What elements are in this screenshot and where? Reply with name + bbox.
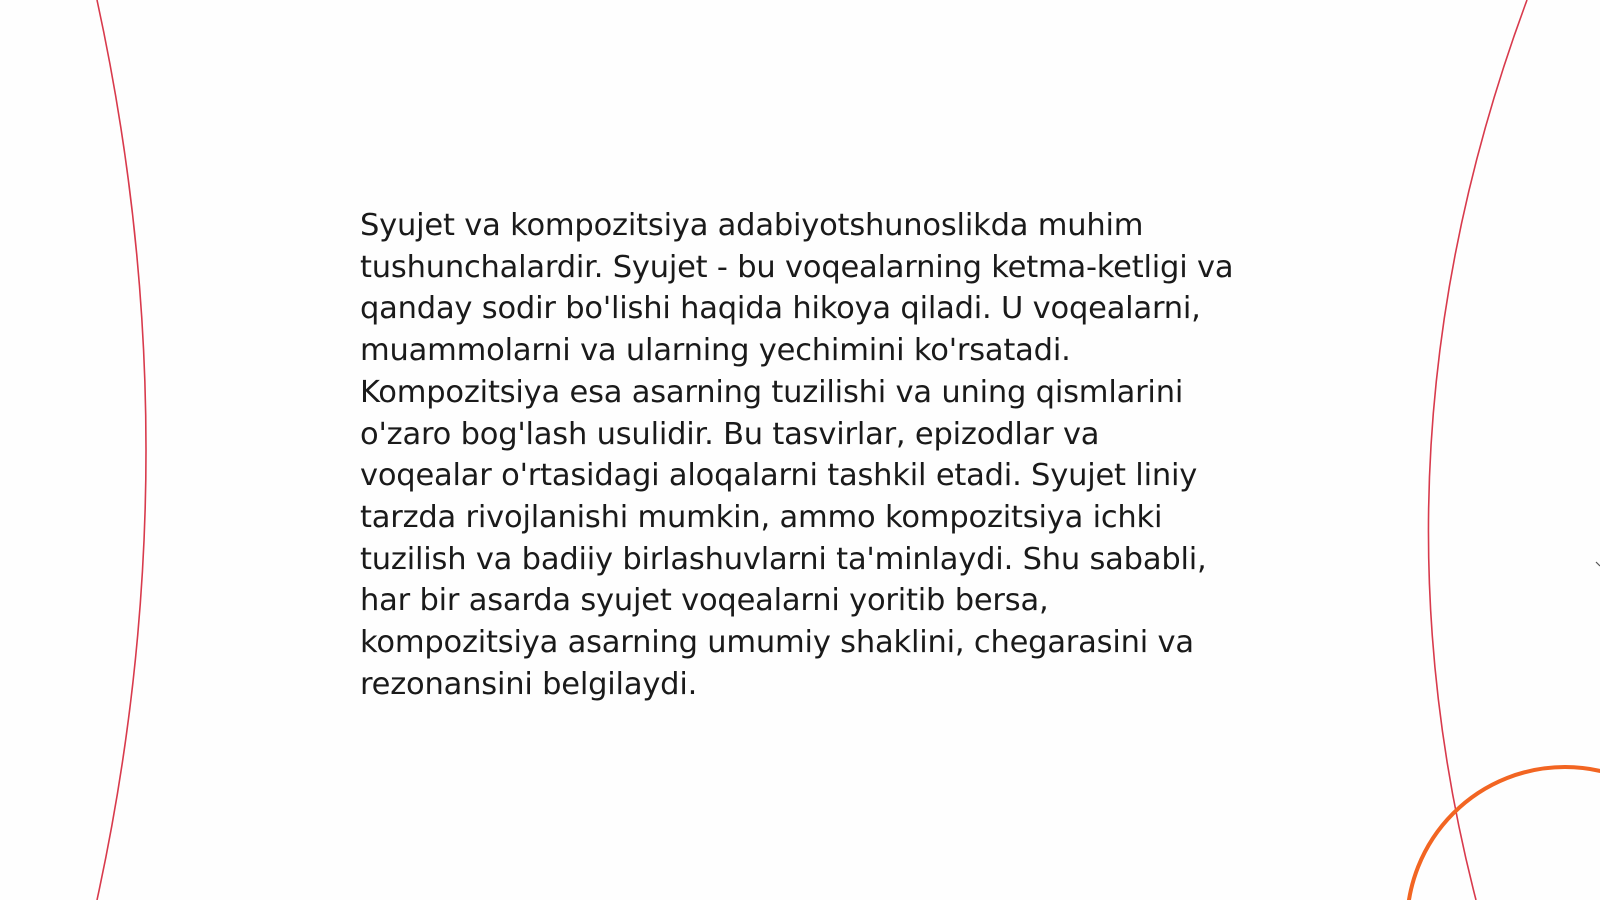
- left-curve-line: [97, 0, 146, 900]
- right-curve-line: [1428, 0, 1527, 900]
- small-right-tick: [1596, 562, 1600, 566]
- corner-arc-shape: [1407, 767, 1600, 900]
- body-paragraph: Syujet va kompozitsiya adabiyotshunoslikda muhim tushunchalardir. Syujet - bu voqealarning ketma-ketligi va qanday sodir bo'lishi haqida hikoya qiladi. U voqealarni, muammolarni va ularning yechimini ko'rsatadi. Kompozitsiya esa asarning tuzilishi va uning qismlarini o'zaro bog'lash usulidir. Bu tasvirlar, epizodlar va voqealar o'rtasidagi aloqalarni tashkil etadi. Syujet liniy tarzda rivojlanishi mumkin, ammo kompozitsiya ichki tuzilish va badiiy birlashuvlarni ta'minlaydi. Shu sababli, har bir asarda syujet voqealarni yoritib bersa, kompozitsiya asarning umumiy shaklini, chegarasini va rezonansini belgilaydi.: [360, 208, 1234, 702]
